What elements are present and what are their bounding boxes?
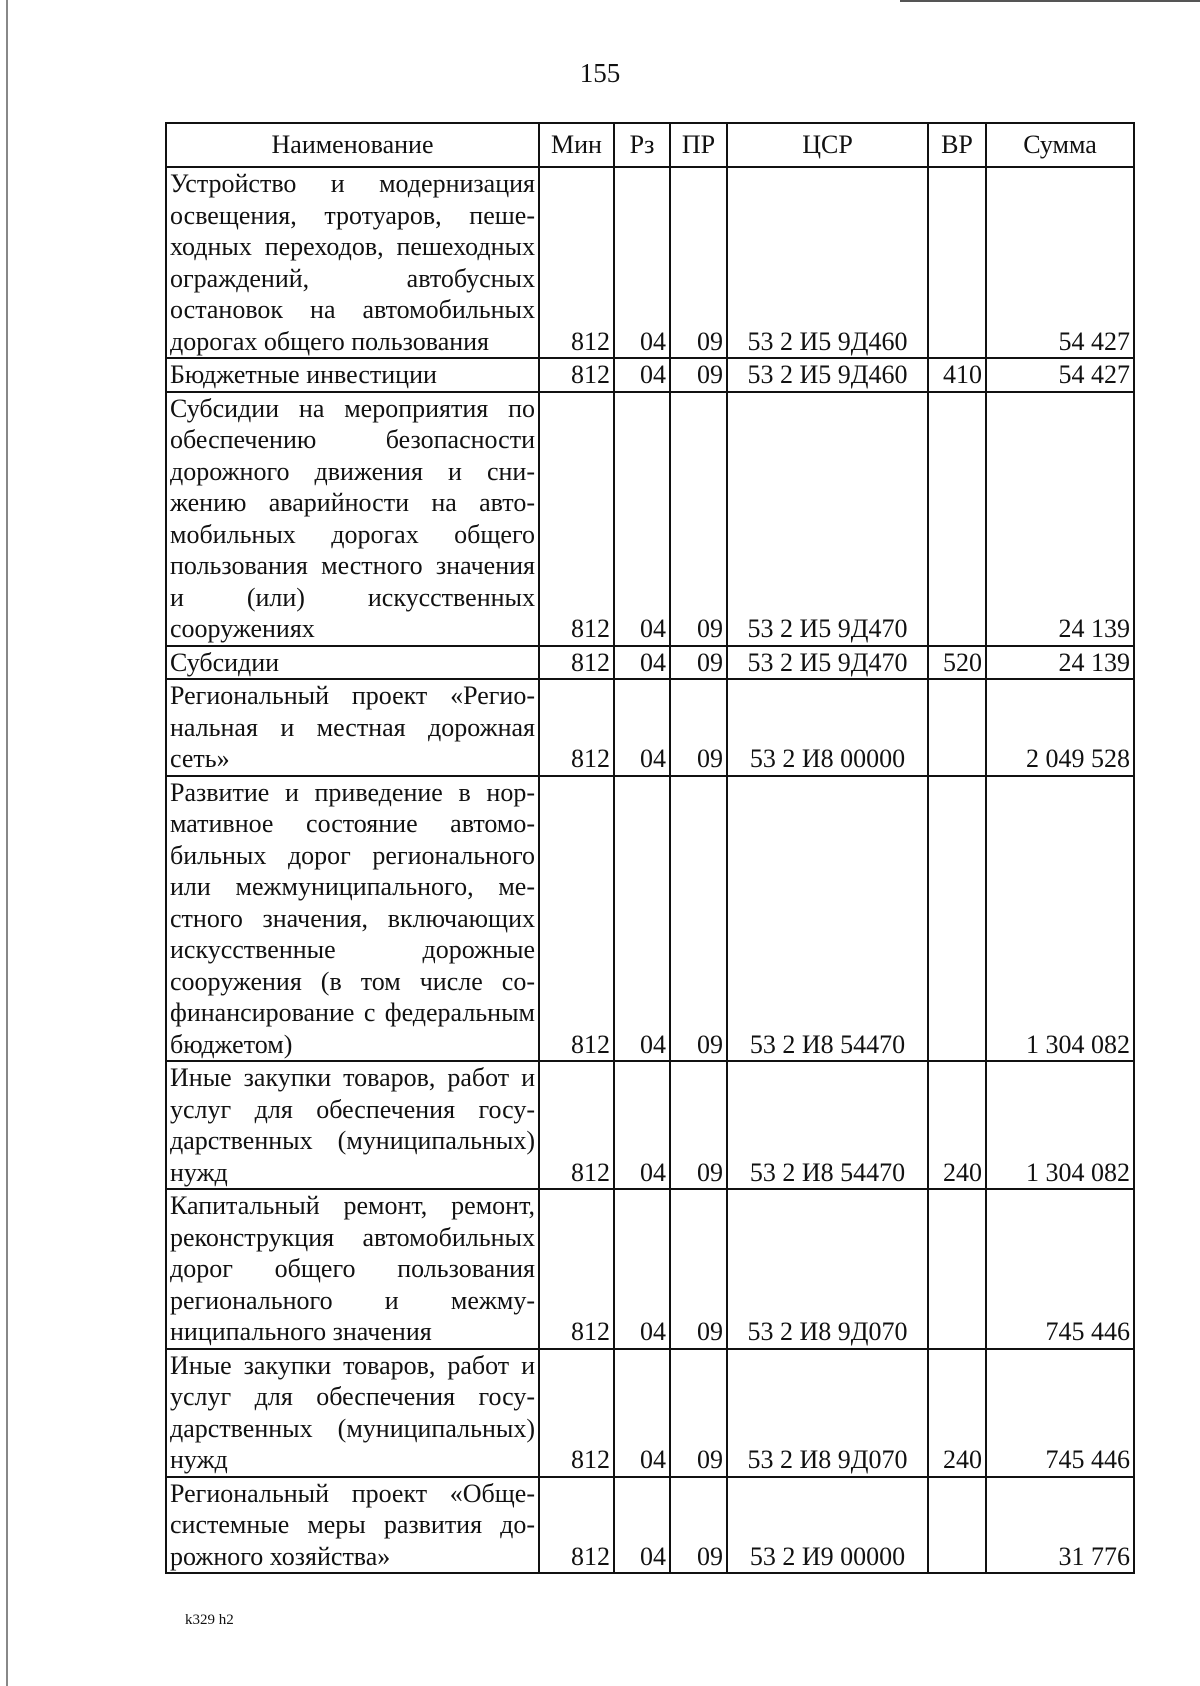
cell-pr: 09	[670, 646, 727, 680]
cell-name: Бюджетные инвестиции	[166, 358, 539, 392]
cell-min: 812	[539, 679, 614, 776]
cell-name: Субсидии	[166, 646, 539, 680]
cell-name: Региональный проект «Общесистемные меры развития дорожного хозяйства»	[166, 1477, 539, 1574]
cell-min: 812	[539, 1189, 614, 1349]
cell-csr: 53 2 И8 9Д070	[727, 1349, 928, 1477]
table-row	[166, 167, 1134, 358]
cell-pr: 09	[670, 167, 727, 358]
cell-rz: 04	[614, 392, 670, 646]
table-row	[166, 679, 1134, 776]
table-row	[166, 1349, 1134, 1477]
cell-min: 812	[539, 1061, 614, 1189]
cell-vr	[928, 167, 986, 358]
cell-name: Субсидии на мероприятия по обеспечению безопасности дорожного движения и снижению аварийности на автомобильных дорогах общего пользования местного значения и (или) искусственных сооружениях	[166, 392, 539, 646]
cell-pr: 09	[670, 679, 727, 776]
cell-vr	[928, 776, 986, 1062]
cell-sum: 54 427	[986, 358, 1134, 392]
table-row	[166, 1477, 1134, 1574]
cell-min: 812	[539, 358, 614, 392]
cell-sum: 2 049 528	[986, 679, 1134, 776]
cell-csr: 53 2 И8 9Д070	[727, 1189, 928, 1349]
cell-rz: 04	[614, 646, 670, 680]
cell-vr: 240	[928, 1349, 986, 1477]
cell-name: Региональный проект «Региональная и местная дорожная сеть»	[166, 679, 539, 776]
cell-min: 812	[539, 646, 614, 680]
cell-vr: 410	[928, 358, 986, 392]
header-vr: ВР	[928, 123, 986, 167]
cell-csr: 53 2 И5 9Д470	[727, 392, 928, 646]
header-sum: Сумма	[986, 123, 1134, 167]
cell-vr: 240	[928, 1061, 986, 1189]
cell-sum: 745 446	[986, 1189, 1134, 1349]
cell-vr	[928, 392, 986, 646]
table-header-row	[166, 123, 1134, 167]
cell-sum: 24 139	[986, 392, 1134, 646]
cell-csr: 53 2 И5 9Д470	[727, 646, 928, 680]
table-row	[166, 358, 1134, 392]
cell-name: Капитальный ремонт, ремонт, реконструкция автомобильных дорог общего пользования регионального и межмуниципального значения	[166, 1189, 539, 1349]
cell-vr	[928, 679, 986, 776]
cell-vr	[928, 1189, 986, 1349]
cell-sum: 1 304 082	[986, 776, 1134, 1062]
cell-sum: 1 304 082	[986, 1061, 1134, 1189]
footer-code: k329 h2	[185, 1612, 234, 1628]
cell-pr: 09	[670, 392, 727, 646]
table-row	[166, 1189, 1134, 1349]
cell-min: 812	[539, 1349, 614, 1477]
cell-pr: 09	[670, 1349, 727, 1477]
cell-csr: 53 2 И9 00000	[727, 1477, 928, 1574]
page-number: 155	[579, 58, 621, 88]
header-csr: ЦСР	[727, 123, 928, 167]
table-row	[166, 776, 1134, 1062]
cell-rz: 04	[614, 1477, 670, 1574]
cell-rz: 04	[614, 679, 670, 776]
cell-rz: 04	[614, 167, 670, 358]
cell-csr: 53 2 И8 00000	[727, 679, 928, 776]
header-rz: Рз	[614, 123, 670, 167]
cell-min: 812	[539, 167, 614, 358]
cell-csr: 53 2 И5 9Д460	[727, 358, 928, 392]
cell-min: 812	[539, 392, 614, 646]
cell-pr: 09	[670, 776, 727, 1062]
header-pr: ПР	[670, 123, 727, 167]
cell-rz: 04	[614, 1189, 670, 1349]
cell-name: Развитие и приведение в нормативное состояние автомобильных дорог регионального или межмуниципального, местного значения, включающих искусственные дорожные сооружения (в том числе софинансирование с федеральным бюджетом)	[166, 776, 539, 1062]
cell-min: 812	[539, 1477, 614, 1574]
budget-table	[165, 122, 1135, 1574]
cell-csr: 53 2 И8 54470	[727, 1061, 928, 1189]
cell-pr: 09	[670, 1061, 727, 1189]
cell-sum: 24 139	[986, 646, 1134, 680]
table-row	[166, 392, 1134, 646]
cell-csr: 53 2 И8 54470	[727, 776, 928, 1062]
table-row	[166, 1061, 1134, 1189]
cell-rz: 04	[614, 1349, 670, 1477]
cell-min: 812	[539, 776, 614, 1062]
cell-sum: 54 427	[986, 167, 1134, 358]
cell-sum: 31 776	[986, 1477, 1134, 1574]
cell-pr: 09	[670, 1189, 727, 1349]
cell-csr: 53 2 И5 9Д460	[727, 167, 928, 358]
cell-pr: 09	[670, 358, 727, 392]
header-min: Мин	[539, 123, 614, 167]
cell-rz: 04	[614, 776, 670, 1062]
cell-sum: 745 446	[986, 1349, 1134, 1477]
cell-rz: 04	[614, 358, 670, 392]
cell-pr: 09	[670, 1477, 727, 1574]
table-row	[166, 646, 1134, 680]
cell-vr: 520	[928, 646, 986, 680]
cell-name: Иные закупки товаров, работ и услуг для обеспечения государственных (муниципальных) нужд	[166, 1061, 539, 1189]
scan-left-edge	[6, 0, 8, 1686]
cell-vr	[928, 1477, 986, 1574]
cell-rz: 04	[614, 1061, 670, 1189]
cell-name: Устройство и модернизация освещения, тротуаров, пешеходных переходов, пешеходных ограждений, автобусных остановок на автомобильных дорогах общего пользования	[166, 167, 539, 358]
header-name: Наименование	[166, 123, 539, 167]
cell-name: Иные закупки товаров, работ и услуг для обеспечения государственных (муниципальных) нужд	[166, 1349, 539, 1477]
scan-top-edge	[900, 0, 1200, 2]
